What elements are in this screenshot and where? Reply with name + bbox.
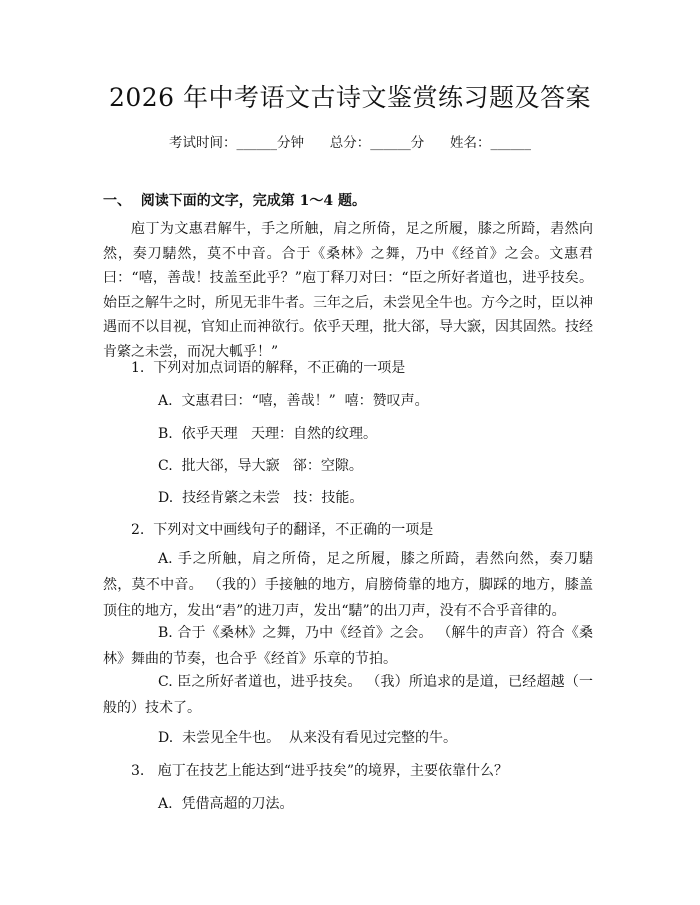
question-1-stem: 1. 下列对加点词语的解释，不正确的一项是 [131, 360, 406, 376]
question-2-option-d: D. 未尝见全牛也。 从来没有看见过完整的牛。 [158, 730, 457, 746]
total-score: 总分：______分 [329, 135, 425, 151]
question-1-option-a: A. 文惠君曰：“嘻，善哉！” 嘻：赞叹声。 [158, 393, 429, 409]
student-name: 姓名：______ [450, 135, 531, 151]
page-title: 2026 年中考语文古诗文鉴赏练习题及答案 [108, 83, 592, 112]
exam-meta [0, 131, 700, 151]
question-1-option-d: D. 技经肯綮之未尝 技：技能。 [158, 490, 364, 506]
question-1-option-b: B. 依乎天理 天理：自然的纹理。 [158, 426, 377, 442]
question-1-option-c: C. 批大郤，导大窾 郤：空隙。 [158, 458, 363, 474]
question-3-stem: 3. 庖丁在技艺上能达到“进乎技矣”的境界，主要依靠什么？ [131, 763, 509, 779]
question-2-option-b: B. 合于《桑林》之舞，乃中《经首》之会。 （解牛的声音）符合《桑林》舞曲的节奏，也合乎《经首》乐章的节拍。 [103, 625, 593, 667]
question-2-stem: 2. 下列对文中画线句子的翻译，不正确的一项是 [131, 522, 434, 538]
question-3-option-a: A. 凭借高超的刀法。 [158, 796, 294, 812]
question-2-option-c: C. 臣之所好者道也，进乎技矣。 （我）所追求的是道，已经超越（一般的）技术了。 [103, 674, 593, 716]
question-2-option-a: A. 手之所触，肩之所倚，足之所履，膝之所踦，砉然向然，奏刀騞然，莫不中音。 （我的）手接触的地方，肩膀倚靠的地方，脚踩的地方，膝盖顶住的地方，发出“砉”的进刀声，发出“騞”的出刀声，没有不合乎音律的。 [103, 551, 593, 619]
section-heading: 一、 阅读下面的文字，完成第 1～4 题。 [103, 193, 366, 209]
exam-time: 考试时间：______分钟 [169, 135, 304, 151]
reading-passage: 庖丁为文惠君解牛，手之所触，肩之所倚，足之所履，膝之所踦，砉然向然，奏刀騞然，莫不中音。合于《桑林》之舞，乃中《经首》之会。文惠君曰：“嘻，善哉！技盖至此乎？”庖丁释刀对曰：“臣之所好者道也，进乎技矣。始臣之解牛之时，所见无非牛者。三年之后，未尝见全牛也。方今之时，臣以神遇而不以目视，官知止而神欲行。依乎天理，批大郤，导大窾，因其固然。技经肯綮之未尝，而况大軱乎！” [103, 221, 593, 360]
